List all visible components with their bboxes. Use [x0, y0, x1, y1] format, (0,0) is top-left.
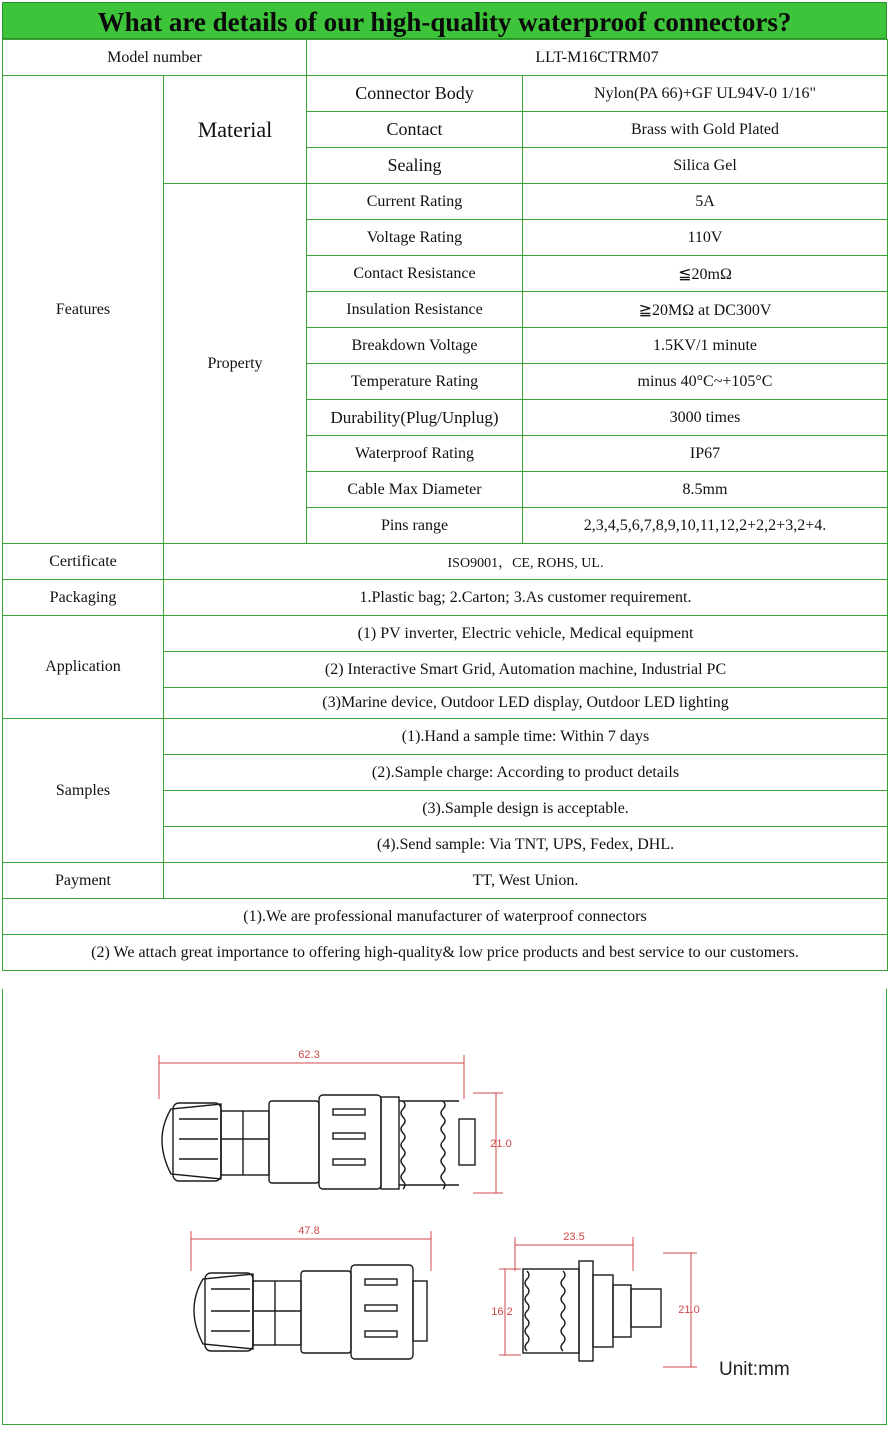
spec-name: Temperature Rating — [307, 364, 523, 400]
certificate-label: Certificate — [3, 544, 164, 580]
table-row — [3, 616, 888, 652]
table-row — [3, 544, 888, 580]
table-row — [3, 719, 888, 755]
spec-name: Pins range — [307, 508, 523, 544]
spec-value: 110V — [523, 220, 888, 256]
note-item: (1).We are professional manufacturer of waterproof connectors — [3, 899, 888, 935]
dim-label-plug-length: 47.8 — [298, 1225, 320, 1237]
unit-label: Unit:mm — [719, 1359, 790, 1380]
table-row — [3, 863, 888, 899]
socket-drawing — [523, 1261, 661, 1361]
note-item: (2) We attach great importance to offering high-quality& low price products and best service to our customers. — [3, 935, 888, 971]
model-value: LLT-M16CTRM07 — [307, 40, 888, 76]
application-item: (1) PV inverter, Electric vehicle, Medical equipment — [164, 616, 888, 652]
application-label: Application — [3, 616, 164, 719]
spec-name: Sealing — [307, 148, 523, 184]
samples-item: (2).Sample charge: According to product details — [164, 755, 888, 791]
spec-value: Nylon(PA 66)+GF UL94V-0 1/16" — [523, 76, 888, 112]
dimension-drawing — [2, 989, 887, 1425]
spec-value: Brass with Gold Plated — [523, 112, 888, 148]
assembled-connector-drawing — [162, 1095, 475, 1189]
property-label: Property — [164, 184, 307, 544]
model-label: Model number — [3, 40, 307, 76]
samples-label: Samples — [3, 719, 164, 863]
connector-drawing-svg — [3, 989, 885, 1423]
dim-label-socket-height: 21.0 — [678, 1304, 700, 1316]
spec-name: Voltage Rating — [307, 220, 523, 256]
features-label: Features — [3, 76, 164, 544]
plug-drawing — [194, 1265, 427, 1359]
dim-label-socket-length: 23.5 — [563, 1231, 585, 1243]
table-row — [3, 580, 888, 616]
spec-name: Contact Resistance — [307, 256, 523, 292]
packaging-value: 1.Plastic bag; 2.Carton; 3.As customer requirement. — [164, 580, 888, 616]
application-item: (3)Marine device, Outdoor LED display, Outdoor LED lighting — [164, 688, 888, 719]
samples-item: (1).Hand a sample time: Within 7 days — [164, 719, 888, 755]
spec-name: Durability(Plug/Unplug) — [307, 400, 523, 436]
page-title: What are details of our high-quality waterproof connectors? — [2, 2, 887, 39]
samples-item: (4).Send sample: Via TNT, UPS, Fedex, DHL. — [164, 827, 888, 863]
spec-table — [2, 39, 888, 971]
spec-name: Waterproof Rating — [307, 436, 523, 472]
certificate-value: ISO9001，CE, ROHS, UL. — [164, 544, 888, 580]
spec-value: 1.5KV/1 minute — [523, 328, 888, 364]
dimension-lines-top — [159, 1055, 503, 1193]
spec-value: ≧20MΩ at DC300V — [523, 292, 888, 328]
spec-value: IP67 — [523, 436, 888, 472]
spec-value: minus 40°C~+105°C — [523, 364, 888, 400]
table-row — [3, 76, 888, 112]
table-row — [3, 40, 888, 76]
dim-label-full-height: 21.0 — [490, 1138, 512, 1150]
payment-value: TT, West Union. — [164, 863, 888, 899]
spec-name: Connector Body — [307, 76, 523, 112]
dim-label-full-length: 62.3 — [298, 1049, 320, 1061]
table-row — [3, 935, 888, 971]
spec-name: Insulation Resistance — [307, 292, 523, 328]
material-label: Material — [164, 76, 307, 184]
spec-value: 2,3,4,5,6,7,8,9,10,11,12,2+2,2+3,2+4. — [523, 508, 888, 544]
spec-value: Silica Gel — [523, 148, 888, 184]
table-row — [3, 899, 888, 935]
spec-value: ≦20mΩ — [523, 256, 888, 292]
samples-item: (3).Sample design is acceptable. — [164, 791, 888, 827]
spec-value: 5A — [523, 184, 888, 220]
packaging-label: Packaging — [3, 580, 164, 616]
spec-value: 3000 times — [523, 400, 888, 436]
application-item: (2) Interactive Smart Grid, Automation machine, Industrial PC — [164, 652, 888, 688]
spec-name: Cable Max Diameter — [307, 472, 523, 508]
spec-value: 8.5mm — [523, 472, 888, 508]
spec-name: Breakdown Voltage — [307, 328, 523, 364]
spec-name: Contact — [307, 112, 523, 148]
dim-label-socket-inner: 16.2 — [491, 1306, 513, 1318]
spec-name: Current Rating — [307, 184, 523, 220]
payment-label: Payment — [3, 863, 164, 899]
